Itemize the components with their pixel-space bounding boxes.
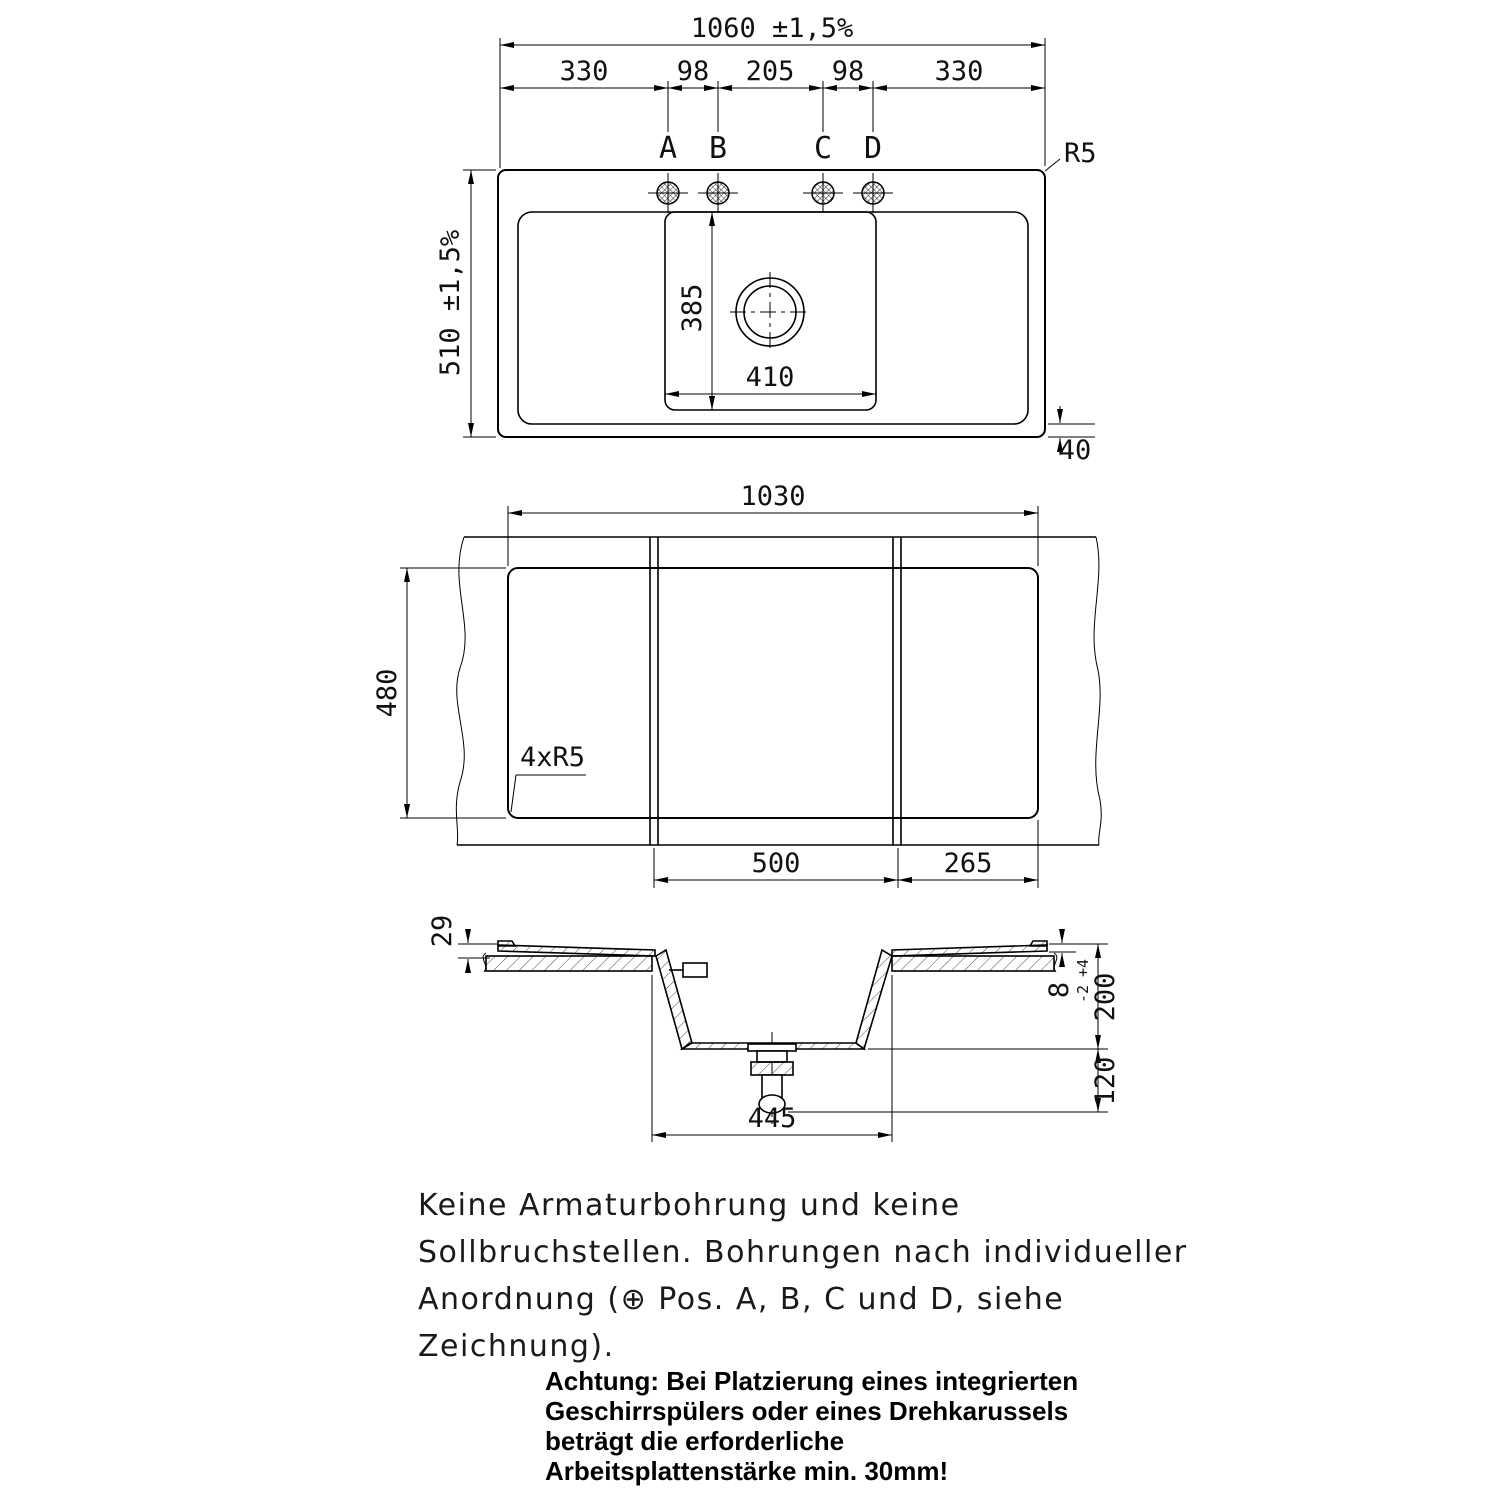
dim-cutout-radius bbox=[511, 742, 586, 812]
break-line-left bbox=[456, 537, 465, 845]
sink-outer-edge bbox=[498, 170, 1045, 437]
dim-edge-offset bbox=[1048, 406, 1095, 466]
dim-cutout-radius-text: 4xR5 bbox=[520, 742, 586, 773]
hole-b-circle bbox=[707, 182, 729, 204]
dim-hole-segments bbox=[500, 56, 1045, 132]
sink-lip-right bbox=[1030, 941, 1047, 946]
dim-span-right-text: 265 bbox=[943, 848, 993, 879]
note-line-3: Anordnung (⊕ Pos. A, B, C und D, siehe bbox=[418, 1282, 1065, 1317]
top-view bbox=[435, 13, 1097, 466]
dim-cutout-width bbox=[508, 481, 1038, 566]
drain-hole bbox=[730, 272, 810, 352]
dim-seg-330-right: 330 bbox=[934, 56, 984, 87]
dim-recess-depth-text: 8 bbox=[1044, 981, 1075, 999]
sink-rim-left bbox=[498, 945, 655, 956]
hole-label-b: B bbox=[708, 131, 728, 166]
dim-corner-radius bbox=[1045, 138, 1097, 171]
dim-bowl-width bbox=[665, 362, 876, 394]
dim-bowl-depth bbox=[677, 212, 712, 410]
dim-bowl-width-text: 410 bbox=[745, 362, 795, 393]
warning-line-4: Arbeitsplattenstärke min. 30mm! bbox=[545, 1456, 949, 1486]
dim-seg-330-left: 330 bbox=[559, 56, 609, 87]
hole-label-d: D bbox=[863, 131, 883, 166]
drain-nut bbox=[751, 1062, 793, 1075]
hole-a-circle bbox=[657, 182, 679, 204]
hole-label-c: C bbox=[813, 131, 833, 166]
dim-edge-offset-text: 40 bbox=[1058, 435, 1092, 466]
note-line-1: Keine Armaturbohrung und keine bbox=[418, 1188, 961, 1223]
dim-overall-width-text: 1060 ±1,5% bbox=[690, 13, 854, 44]
warning-line-1: Achtung: Bei Platzierung eines integrierten bbox=[545, 1366, 1079, 1396]
bowl-wall-right bbox=[856, 950, 892, 1049]
countertop-band bbox=[456, 537, 1101, 845]
break-line-right bbox=[1094, 537, 1101, 845]
dim-overall-depth bbox=[435, 170, 496, 437]
dim-seg-205: 205 bbox=[745, 56, 795, 87]
dim-span-left-text: 500 bbox=[751, 848, 801, 879]
sink-lip-left bbox=[498, 941, 515, 946]
dim-cutout-spans bbox=[654, 820, 1038, 888]
faucet-hole-b bbox=[698, 173, 738, 213]
dim-cutout-width-text: 1030 bbox=[740, 481, 806, 512]
sink-outline bbox=[498, 170, 1045, 437]
dim-cutout-depth bbox=[372, 568, 506, 818]
joint-lines bbox=[650, 537, 901, 845]
dim-recess-tol-plus: +4 bbox=[1074, 958, 1092, 978]
dim-bowl-total-depth-text: 200 bbox=[1090, 972, 1121, 1022]
counter-slab-left bbox=[486, 956, 652, 971]
faucet-hole-c bbox=[803, 173, 843, 213]
warning-line-2: Geschirrspülers oder eines Drehkarussels bbox=[545, 1396, 1069, 1426]
section-view bbox=[427, 915, 1121, 1142]
dim-bowl-depth-text: 385 bbox=[677, 283, 708, 333]
drawing-note bbox=[418, 1182, 1188, 1370]
drain-flange bbox=[748, 1044, 796, 1051]
dim-seg-98-left: 98 bbox=[676, 56, 710, 87]
warning-line-3: beträgt die erforderliche bbox=[545, 1426, 845, 1456]
dim-cutout-depth-text: 480 bbox=[372, 668, 403, 718]
faucet-hole-a bbox=[648, 173, 688, 213]
dim-bowl-outer-width-text: 445 bbox=[747, 1103, 797, 1134]
cutout-outline bbox=[508, 568, 1038, 818]
hole-d-circle bbox=[862, 182, 884, 204]
note-line-2: Sollbruchstellen. Bohrungen nach individueller bbox=[418, 1235, 1188, 1270]
cutout-view bbox=[372, 481, 1101, 888]
dim-drain-clearance bbox=[788, 1049, 1121, 1112]
drain-body bbox=[757, 1051, 787, 1062]
warning-note bbox=[545, 1366, 1078, 1486]
sink-rim-right bbox=[892, 945, 1047, 956]
hole-c-circle bbox=[812, 182, 834, 204]
dim-overall-depth-text: 510 ±1,5% bbox=[435, 229, 466, 377]
fastening-clamp bbox=[669, 963, 707, 977]
dim-recess-tol-minus: -2 bbox=[1074, 984, 1092, 1004]
dim-rim-height-text: 29 bbox=[427, 914, 458, 948]
note-line-4: Zeichnung). bbox=[418, 1329, 615, 1364]
countertop-section bbox=[483, 953, 1057, 972]
dim-r5-text: R5 bbox=[1064, 138, 1097, 169]
dim-seg-98-right: 98 bbox=[831, 56, 865, 87]
counter-slab-right bbox=[892, 956, 1054, 971]
dim-overall-width bbox=[500, 13, 1045, 168]
dim-drain-clearance-text: 120 bbox=[1090, 1056, 1121, 1106]
hole-label-a: A bbox=[658, 131, 678, 166]
faucet-hole-d bbox=[853, 173, 893, 213]
